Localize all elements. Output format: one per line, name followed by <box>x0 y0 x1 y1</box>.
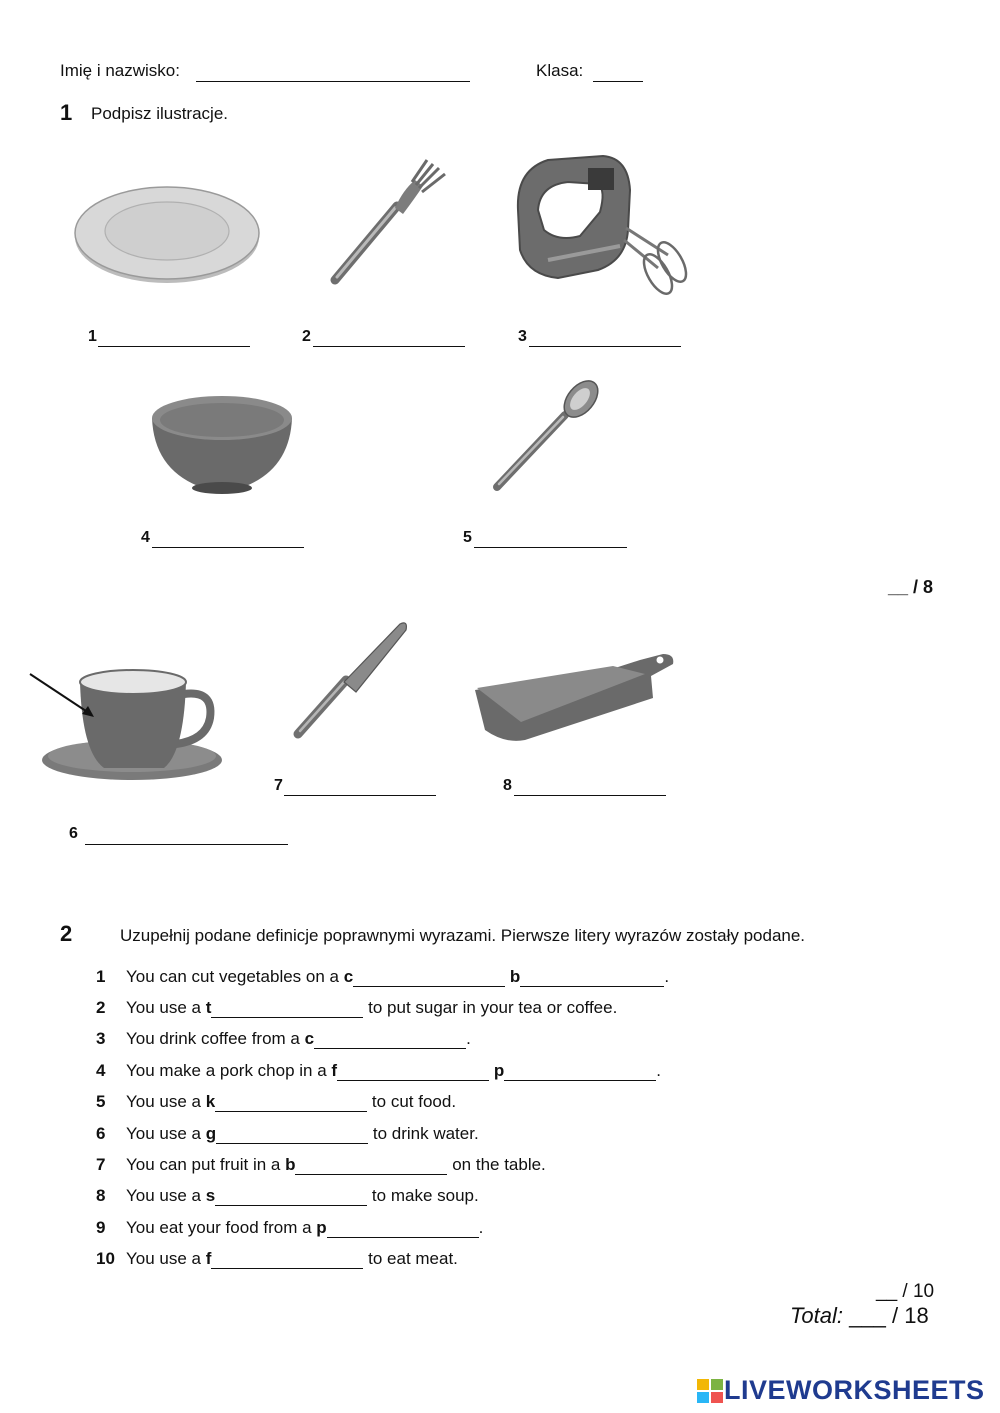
answer-input[interactable] <box>327 1219 479 1238</box>
logo-cell <box>711 1379 723 1390</box>
sentence-number: 2 <box>96 998 106 1017</box>
task2-number: 2 <box>60 921 73 946</box>
answer-input[interactable] <box>215 1187 367 1206</box>
sentence-text: to drink water. <box>368 1124 479 1143</box>
class-field[interactable] <box>593 63 643 82</box>
mixer-icon <box>508 150 693 295</box>
sentence-text: to cut food. <box>367 1092 457 1111</box>
plate-icon <box>70 175 265 287</box>
logo-cell <box>711 1392 723 1403</box>
knife-icon <box>288 612 413 747</box>
cup-icon <box>22 660 227 795</box>
sentence-number: 7 <box>96 1155 106 1174</box>
sentence-number: 4 <box>96 1061 106 1080</box>
task2-score: __ / 10 <box>876 1281 935 1302</box>
sentence-text: You use a <box>126 1249 206 1268</box>
task2-instruction: Uzupełnij podane definicje poprawnymi wyrazami. Pierwsze litery wyrazów zostały podane. <box>120 926 806 945</box>
total-label: Total: <box>790 1303 844 1328</box>
label-8-input[interactable] <box>514 777 666 796</box>
answer-input[interactable] <box>520 968 664 987</box>
answer-input[interactable] <box>337 1062 489 1081</box>
label-5-input[interactable] <box>474 529 627 548</box>
sentence-number: 10 <box>96 1249 115 1268</box>
sentence-number: 6 <box>96 1124 106 1143</box>
first-letter: f <box>331 1061 338 1080</box>
cutting-board-icon <box>465 650 680 745</box>
label-3-input[interactable] <box>529 328 681 347</box>
sentence-text: . <box>664 967 670 986</box>
logo-cell <box>697 1392 709 1403</box>
name-label: Imię i nazwisko: <box>60 61 180 80</box>
sentence-text: You drink coffee from a <box>126 1029 305 1048</box>
liveworksheets-logo <box>697 1379 723 1403</box>
answer-input[interactable] <box>504 1062 656 1081</box>
first-letter: k <box>205 1092 216 1111</box>
answer-input[interactable] <box>295 1156 447 1175</box>
sentence-text: You use a <box>126 1124 206 1143</box>
label-7-number: 7 <box>274 777 283 794</box>
answer-input[interactable] <box>216 1125 368 1144</box>
first-letter: t <box>205 998 212 1017</box>
sentence-text: to put sugar in your tea or coffee. <box>363 998 618 1017</box>
answer-input[interactable] <box>353 968 505 987</box>
first-letter: g <box>205 1124 217 1143</box>
name-field[interactable] <box>196 63 470 82</box>
task1-score: __ / 8 <box>888 577 934 597</box>
sentence-3 <box>96 1029 471 1049</box>
sentence-number: 1 <box>96 967 106 986</box>
sentence-4 <box>96 1061 661 1081</box>
first-letter: b <box>509 967 521 986</box>
sentence-text: . <box>656 1061 661 1080</box>
first-letter: c <box>343 967 354 986</box>
task1-number: 1 <box>60 100 73 125</box>
answer-input[interactable] <box>211 1250 363 1269</box>
label-5-number: 5 <box>463 529 472 546</box>
first-letter: p <box>316 1218 327 1237</box>
label-4-number: 4 <box>141 529 150 546</box>
label-1-number: 1 <box>88 328 97 345</box>
task1-instruction: Podpisz ilustracje. <box>91 104 229 123</box>
fork-icon <box>315 148 455 298</box>
answer-input[interactable] <box>211 999 363 1018</box>
sentence-10 <box>96 1249 458 1269</box>
sentence-number: 9 <box>96 1218 106 1237</box>
sentence-2 <box>96 998 617 1018</box>
label-6-number: 6 <box>69 825 78 842</box>
sentence-5 <box>96 1092 456 1112</box>
sentence-text: You can put fruit in a <box>126 1155 286 1174</box>
sentence-8 <box>96 1186 479 1206</box>
logo-cell <box>697 1379 709 1390</box>
sentence-9 <box>96 1218 483 1238</box>
bowl-icon <box>148 390 296 498</box>
sentence-text: to make soup. <box>367 1186 479 1205</box>
sentence-text: You use a <box>126 1092 206 1111</box>
sentence-text: You use a <box>126 998 206 1017</box>
sentence-6 <box>96 1124 479 1144</box>
sentence-number: 5 <box>96 1092 106 1111</box>
label-4-input[interactable] <box>152 529 304 548</box>
class-label: Klasa: <box>536 61 584 80</box>
first-letter: p <box>493 1061 505 1080</box>
sentence-text: . <box>478 1218 484 1237</box>
logo-grid <box>697 1379 723 1403</box>
sentence-text: You eat your food from a <box>126 1218 317 1237</box>
liveworksheets-text: LIVEWORKSHEETS <box>724 1375 985 1405</box>
total-value: / 18 <box>891 1303 929 1328</box>
total-score <box>790 1303 929 1329</box>
total-blank: ___ <box>849 1303 886 1328</box>
label-6-input[interactable] <box>85 826 288 845</box>
label-2-input[interactable] <box>313 328 465 347</box>
label-7-input[interactable] <box>284 777 436 796</box>
sentence-text: . <box>466 1029 471 1048</box>
answer-input[interactable] <box>215 1093 367 1112</box>
sentence-text: to eat meat. <box>363 1249 458 1268</box>
sentence-text: You make a pork chop in a <box>126 1061 332 1080</box>
sentence-7 <box>96 1155 546 1175</box>
answer-input[interactable] <box>314 1030 466 1049</box>
first-letter: b <box>285 1155 296 1174</box>
sentence-text: on the table. <box>447 1155 546 1174</box>
sentence-number: 3 <box>96 1029 106 1048</box>
sentence-number: 8 <box>96 1186 106 1205</box>
first-letter: s <box>205 1186 216 1205</box>
label-1-input[interactable] <box>98 328 250 347</box>
label-3-number: 3 <box>518 328 527 345</box>
sentence-1 <box>96 967 669 987</box>
first-letter: f <box>205 1249 212 1268</box>
spoon-icon <box>485 375 610 500</box>
label-8-number: 8 <box>503 777 512 794</box>
sentence-text: You use a <box>126 1186 206 1205</box>
label-2-number: 2 <box>302 328 311 345</box>
sentence-text: You can cut vegetables on a <box>126 967 344 986</box>
first-letter: c <box>304 1029 315 1048</box>
